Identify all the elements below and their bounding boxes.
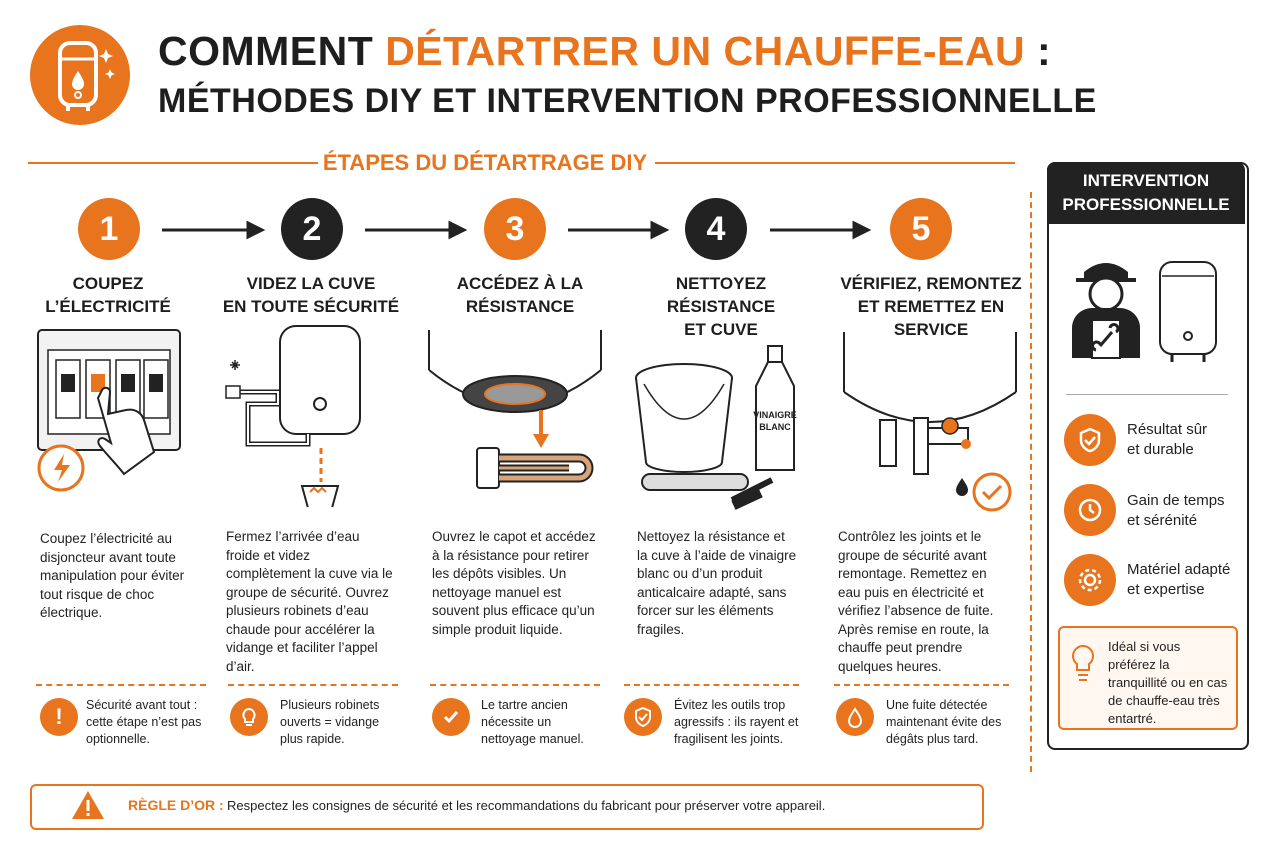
lightbulb-icon [230,698,268,736]
step-3-tip: Le tartre ancien nécessite un nettoyage manuel. [481,698,584,746]
tip-divider-5 [834,684,1009,686]
section-rule-right [655,162,1015,164]
step-2-title: VIDEZ LA CUVE EN TOUTE SÉCURITÉ [222,274,400,316]
gear-icon [1064,554,1116,606]
water-drop-icon [836,698,874,736]
tip-divider-3 [430,684,600,686]
step-2-tip: Plusieurs robinets ouverts = vidange plus rapide. [280,698,380,746]
bottle-label: VINAIGRE BLANC [753,410,797,432]
water-heater-icon [30,25,130,125]
bucket-vinegar-brush-icon [632,344,807,519]
breaker-panel-icon [36,328,186,500]
warning-triangle-icon [70,789,106,821]
technician-icon [1068,250,1228,370]
tank-draining-icon [218,322,398,507]
golden-rule-label: RÈGLE D’OR : [128,797,224,813]
step-5-tip: Une fuite détectée maintenant évite des dégâts plus tard. [886,698,1002,746]
step-5-description: Contrôlez les joints et le groupe de sécurité avant remontage. Remettez en eau puis en électricité et vérifiez l’absence de fuite. Après remise en route, la chauffe peut prendre quelques heures. [838,529,994,674]
pro-divider [1066,394,1228,395]
clock-icon [1064,484,1116,536]
step-2-description: Fermez l’arrivée d’eau froide et videz complètement la cuve via le groupe de sécurité. Ouvrez plusieurs robinets d’eau chaude pour accélérer la vidange et faciliter l’appel d’air. [226,529,393,674]
header-logo [30,25,130,125]
section-separator [1030,192,1032,772]
section-rule-left [28,162,318,164]
shield-check-icon [624,698,662,736]
step-4-number: 4 [685,198,747,260]
diy-section-title: ÉTAPES DU DÉTARTRAGE DIY [322,150,648,175]
page-subtitle: MÉTHODES DIY ET INTERVENTION PROFESSIONNELLE [158,82,1097,120]
step-2-number: 2 [281,198,343,260]
step-arrows [0,218,1000,242]
lightbulb-icon [1068,642,1098,686]
step-1-title: COUPEZ L’ÉLECTRICITÉ [45,274,171,316]
step-4-title: NETTOYEZ RÉSISTANCE ET CUVE [666,274,776,339]
page-title: COMMENT DÉTARTRER UN CHAUFFE-EAU : [158,28,1052,74]
step-4-description: Nettoyez la résistance et la cuve à l’aide de vinaigre blanc ou d’un produit anticalcaire adapté, sans forcer sur les éléments fragiles. [637,529,797,637]
tank-bottom-valve-icon [840,332,1020,512]
check-icon [432,698,470,736]
benefit-1: Résultat sûr et durable [1127,421,1208,458]
benefit-2: Gain de temps et sérénité [1127,492,1225,529]
arrow-right-icon [162,223,868,237]
step-5-title: VÉRIFIEZ, REMONTEZ ET REMETTEZ EN SERVICE [840,274,1022,339]
tip-divider-1 [36,684,206,686]
golden-rule-text: Respectez les consignes de sécurité et les recommandations du fabricant pour préserver votre appareil. [227,798,826,813]
step-3-description: Ouvrez le capot et accédez à la résistance pour retirer les dépôts visibles. Un nettoyage manuel est souvent plus efficace qu’un simple produit liquide. [432,529,596,637]
pro-panel-title: INTERVENTION PROFESSIONNELLE [1047,162,1245,224]
shield-check-icon [1064,414,1116,466]
step-1-tip: Sécurité avant tout : cette étape n’est pas optionnelle. [86,698,202,746]
step-1-description: Coupez l’électricité au disjoncteur avant toute manipulation pour éviter tout risque de choc électrique. [40,531,185,620]
step-3-title: ACCÉDEZ À LA RÉSISTANCE [456,274,584,316]
step-5-number: 5 [890,198,952,260]
tip-divider-4 [624,684,799,686]
step-1-number: 1 [78,198,140,260]
heating-element-icon [425,330,605,505]
page-title-accent: DÉTARTRER UN CHAUFFE-EAU [385,28,1026,74]
benefit-3: Matériel adapté et expertise [1127,561,1231,598]
pro-tip-text: Idéal si vous préférez la tranquillité ou en cas de chauffe-eau très entartré. [1108,639,1228,726]
tip-divider-2 [228,684,398,686]
step-4-tip: Évitez les outils trop agressifs : ils rayent et fragilisent les joints. [674,698,799,746]
step-3-number: 3 [484,198,546,260]
exclamation-icon: ! [40,698,78,736]
